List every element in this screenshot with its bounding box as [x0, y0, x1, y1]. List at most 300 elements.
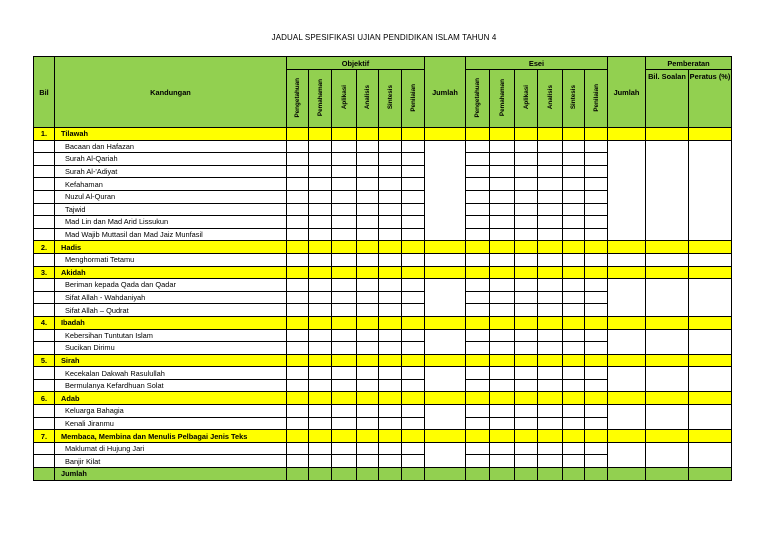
table-cell[interactable]: [309, 266, 332, 279]
total-cell[interactable]: [287, 468, 309, 481]
esei-cell[interactable]: [490, 165, 515, 178]
esei-cell[interactable]: [585, 342, 608, 355]
objektif-cell[interactable]: [332, 417, 357, 430]
table-cell[interactable]: [538, 354, 563, 367]
objektif-cell[interactable]: [332, 178, 357, 191]
objektif-cell[interactable]: [332, 342, 357, 355]
objektif-cell[interactable]: [357, 329, 379, 342]
table-cell[interactable]: [357, 266, 379, 279]
esei-cell[interactable]: [538, 291, 563, 304]
esei-cell[interactable]: [538, 455, 563, 468]
total-cell[interactable]: [332, 468, 357, 481]
esei-cell[interactable]: [466, 379, 490, 392]
esei-cell[interactable]: [538, 253, 563, 266]
table-cell[interactable]: [425, 241, 466, 254]
objektif-cell[interactable]: [357, 279, 379, 292]
table-cell[interactable]: [332, 392, 357, 405]
objektif-jumlah-cell[interactable]: [425, 405, 466, 430]
esei-cell[interactable]: [563, 253, 585, 266]
esei-cell[interactable]: [515, 329, 538, 342]
esei-cell[interactable]: [585, 203, 608, 216]
table-cell[interactable]: [466, 241, 490, 254]
peratus-cell[interactable]: [689, 329, 732, 354]
table-cell[interactable]: [538, 241, 563, 254]
table-cell[interactable]: [309, 128, 332, 141]
esei-cell[interactable]: [515, 165, 538, 178]
esei-cell[interactable]: [515, 342, 538, 355]
table-cell[interactable]: [357, 392, 379, 405]
esei-cell[interactable]: [585, 153, 608, 166]
objektif-cell[interactable]: [309, 342, 332, 355]
esei-cell[interactable]: [538, 367, 563, 380]
table-cell[interactable]: [287, 128, 309, 141]
esei-cell[interactable]: [490, 253, 515, 266]
esei-cell[interactable]: [466, 442, 490, 455]
esei-cell[interactable]: [538, 417, 563, 430]
esei-cell[interactable]: [585, 279, 608, 292]
objektif-cell[interactable]: [357, 455, 379, 468]
esei-cell[interactable]: [466, 153, 490, 166]
objektif-cell[interactable]: [309, 190, 332, 203]
table-cell[interactable]: [646, 354, 689, 367]
objektif-cell[interactable]: [309, 153, 332, 166]
objektif-cell[interactable]: [379, 228, 402, 241]
table-cell[interactable]: [585, 430, 608, 443]
objektif-cell[interactable]: [332, 379, 357, 392]
table-cell[interactable]: [515, 266, 538, 279]
bil-soalan-cell[interactable]: [646, 405, 689, 430]
table-cell[interactable]: [608, 354, 646, 367]
peratus-cell[interactable]: [689, 405, 732, 430]
objektif-cell[interactable]: [379, 165, 402, 178]
objektif-cell[interactable]: [287, 329, 309, 342]
esei-cell[interactable]: [585, 442, 608, 455]
total-cell[interactable]: [646, 468, 689, 481]
esei-cell[interactable]: [490, 203, 515, 216]
table-cell[interactable]: [309, 392, 332, 405]
objektif-cell[interactable]: [287, 367, 309, 380]
esei-cell[interactable]: [538, 405, 563, 418]
objektif-cell[interactable]: [379, 442, 402, 455]
table-cell[interactable]: [466, 316, 490, 329]
objektif-cell[interactable]: [357, 367, 379, 380]
esei-cell[interactable]: [563, 228, 585, 241]
objektif-cell[interactable]: [309, 442, 332, 455]
esei-cell[interactable]: [563, 405, 585, 418]
esei-cell[interactable]: [563, 203, 585, 216]
objektif-jumlah-cell[interactable]: [425, 140, 466, 241]
esei-cell[interactable]: [515, 140, 538, 153]
objektif-cell[interactable]: [309, 253, 332, 266]
objektif-cell[interactable]: [379, 203, 402, 216]
table-cell[interactable]: [515, 392, 538, 405]
objektif-cell[interactable]: [309, 379, 332, 392]
objektif-cell[interactable]: [402, 442, 425, 455]
table-cell[interactable]: [490, 128, 515, 141]
objektif-cell[interactable]: [402, 417, 425, 430]
table-cell[interactable]: [538, 266, 563, 279]
esei-cell[interactable]: [538, 178, 563, 191]
objektif-cell[interactable]: [309, 329, 332, 342]
table-cell[interactable]: [538, 316, 563, 329]
esei-cell[interactable]: [466, 291, 490, 304]
esei-cell[interactable]: [563, 442, 585, 455]
esei-cell[interactable]: [563, 291, 585, 304]
esei-cell[interactable]: [585, 405, 608, 418]
table-cell[interactable]: [466, 128, 490, 141]
table-cell[interactable]: [379, 430, 402, 443]
esei-cell[interactable]: [585, 140, 608, 153]
table-cell[interactable]: [490, 354, 515, 367]
esei-jumlah-cell[interactable]: [608, 367, 646, 392]
esei-cell[interactable]: [490, 442, 515, 455]
objektif-cell[interactable]: [379, 279, 402, 292]
objektif-cell[interactable]: [379, 379, 402, 392]
table-cell[interactable]: [402, 128, 425, 141]
objektif-cell[interactable]: [287, 304, 309, 317]
table-cell[interactable]: [563, 241, 585, 254]
esei-cell[interactable]: [538, 379, 563, 392]
table-cell[interactable]: [563, 354, 585, 367]
objektif-cell[interactable]: [357, 253, 379, 266]
table-cell[interactable]: [538, 430, 563, 443]
objektif-cell[interactable]: [332, 228, 357, 241]
esei-cell[interactable]: [515, 417, 538, 430]
table-cell[interactable]: [490, 241, 515, 254]
table-cell[interactable]: [608, 392, 646, 405]
table-cell[interactable]: [332, 266, 357, 279]
objektif-cell[interactable]: [379, 253, 402, 266]
table-cell[interactable]: [332, 241, 357, 254]
esei-cell[interactable]: [490, 279, 515, 292]
esei-cell[interactable]: [466, 279, 490, 292]
esei-cell[interactable]: [490, 153, 515, 166]
table-cell[interactable]: [402, 316, 425, 329]
table-cell[interactable]: [563, 266, 585, 279]
table-cell[interactable]: [402, 241, 425, 254]
objektif-cell[interactable]: [379, 153, 402, 166]
objektif-cell[interactable]: [332, 405, 357, 418]
table-cell[interactable]: [425, 128, 466, 141]
objektif-cell[interactable]: [357, 216, 379, 229]
table-cell[interactable]: [425, 266, 466, 279]
table-cell[interactable]: [287, 316, 309, 329]
table-cell[interactable]: [379, 354, 402, 367]
esei-cell[interactable]: [563, 279, 585, 292]
objektif-cell[interactable]: [357, 190, 379, 203]
esei-cell[interactable]: [538, 190, 563, 203]
objektif-cell[interactable]: [287, 291, 309, 304]
table-cell[interactable]: [490, 266, 515, 279]
table-cell[interactable]: [357, 128, 379, 141]
esei-cell[interactable]: [585, 304, 608, 317]
objektif-cell[interactable]: [379, 417, 402, 430]
esei-cell[interactable]: [563, 216, 585, 229]
objektif-cell[interactable]: [402, 405, 425, 418]
esei-cell[interactable]: [466, 216, 490, 229]
objektif-cell[interactable]: [357, 178, 379, 191]
objektif-cell[interactable]: [402, 253, 425, 266]
bil-soalan-cell[interactable]: [646, 442, 689, 467]
objektif-cell[interactable]: [402, 228, 425, 241]
objektif-cell[interactable]: [332, 216, 357, 229]
objektif-cell[interactable]: [287, 190, 309, 203]
esei-cell[interactable]: [466, 329, 490, 342]
table-cell[interactable]: [490, 316, 515, 329]
objektif-cell[interactable]: [332, 165, 357, 178]
bil-soalan-cell[interactable]: [646, 140, 689, 241]
objektif-cell[interactable]: [402, 342, 425, 355]
esei-cell[interactable]: [563, 342, 585, 355]
objektif-cell[interactable]: [357, 417, 379, 430]
esei-cell[interactable]: [515, 379, 538, 392]
total-cell[interactable]: [689, 468, 732, 481]
esei-jumlah-cell[interactable]: [608, 253, 646, 266]
objektif-cell[interactable]: [287, 203, 309, 216]
esei-cell[interactable]: [466, 165, 490, 178]
esei-cell[interactable]: [515, 304, 538, 317]
table-cell[interactable]: [425, 392, 466, 405]
esei-cell[interactable]: [585, 253, 608, 266]
table-cell[interactable]: [357, 241, 379, 254]
table-cell[interactable]: [466, 430, 490, 443]
esei-cell[interactable]: [490, 291, 515, 304]
objektif-cell[interactable]: [357, 291, 379, 304]
total-cell[interactable]: [585, 468, 608, 481]
esei-cell[interactable]: [466, 455, 490, 468]
esei-cell[interactable]: [490, 417, 515, 430]
esei-cell[interactable]: [515, 253, 538, 266]
table-cell[interactable]: [287, 392, 309, 405]
objektif-cell[interactable]: [357, 165, 379, 178]
objektif-cell[interactable]: [332, 190, 357, 203]
table-cell[interactable]: [689, 392, 732, 405]
esei-cell[interactable]: [538, 442, 563, 455]
objektif-cell[interactable]: [287, 405, 309, 418]
objektif-cell[interactable]: [287, 417, 309, 430]
esei-cell[interactable]: [490, 379, 515, 392]
esei-cell[interactable]: [585, 455, 608, 468]
esei-cell[interactable]: [585, 417, 608, 430]
table-cell[interactable]: [357, 430, 379, 443]
objektif-jumlah-cell[interactable]: [425, 442, 466, 467]
objektif-cell[interactable]: [287, 140, 309, 153]
esei-cell[interactable]: [490, 140, 515, 153]
table-cell[interactable]: [466, 266, 490, 279]
esei-cell[interactable]: [490, 329, 515, 342]
bil-soalan-cell[interactable]: [646, 329, 689, 354]
esei-cell[interactable]: [585, 165, 608, 178]
esei-cell[interactable]: [585, 190, 608, 203]
table-cell[interactable]: [332, 354, 357, 367]
table-cell[interactable]: [646, 241, 689, 254]
esei-cell[interactable]: [563, 417, 585, 430]
esei-cell[interactable]: [515, 367, 538, 380]
objektif-cell[interactable]: [379, 455, 402, 468]
esei-cell[interactable]: [515, 228, 538, 241]
esei-cell[interactable]: [466, 417, 490, 430]
esei-cell[interactable]: [538, 216, 563, 229]
objektif-cell[interactable]: [309, 279, 332, 292]
esei-cell[interactable]: [538, 329, 563, 342]
objektif-cell[interactable]: [332, 442, 357, 455]
esei-cell[interactable]: [563, 140, 585, 153]
esei-cell[interactable]: [585, 228, 608, 241]
table-cell[interactable]: [608, 266, 646, 279]
table-cell[interactable]: [379, 241, 402, 254]
table-cell[interactable]: [563, 392, 585, 405]
peratus-cell[interactable]: [689, 367, 732, 392]
table-cell[interactable]: [332, 430, 357, 443]
objektif-cell[interactable]: [332, 455, 357, 468]
table-cell[interactable]: [379, 316, 402, 329]
esei-cell[interactable]: [563, 153, 585, 166]
objektif-cell[interactable]: [379, 190, 402, 203]
total-cell[interactable]: [425, 468, 466, 481]
esei-cell[interactable]: [585, 216, 608, 229]
objektif-cell[interactable]: [357, 342, 379, 355]
total-cell[interactable]: [309, 468, 332, 481]
objektif-cell[interactable]: [287, 279, 309, 292]
objektif-cell[interactable]: [332, 140, 357, 153]
objektif-cell[interactable]: [309, 165, 332, 178]
objektif-cell[interactable]: [309, 140, 332, 153]
bil-soalan-cell[interactable]: [646, 253, 689, 266]
objektif-cell[interactable]: [332, 291, 357, 304]
objektif-cell[interactable]: [309, 178, 332, 191]
objektif-cell[interactable]: [309, 291, 332, 304]
esei-jumlah-cell[interactable]: [608, 405, 646, 430]
objektif-cell[interactable]: [379, 178, 402, 191]
objektif-cell[interactable]: [402, 279, 425, 292]
table-cell[interactable]: [309, 430, 332, 443]
esei-cell[interactable]: [515, 455, 538, 468]
esei-cell[interactable]: [585, 291, 608, 304]
esei-cell[interactable]: [466, 190, 490, 203]
peratus-cell[interactable]: [689, 442, 732, 467]
table-cell[interactable]: [585, 241, 608, 254]
objektif-cell[interactable]: [379, 216, 402, 229]
objektif-cell[interactable]: [287, 442, 309, 455]
table-cell[interactable]: [402, 430, 425, 443]
objektif-cell[interactable]: [357, 153, 379, 166]
esei-cell[interactable]: [563, 367, 585, 380]
table-cell[interactable]: [515, 241, 538, 254]
table-cell[interactable]: [585, 354, 608, 367]
esei-cell[interactable]: [490, 455, 515, 468]
table-cell[interactable]: [287, 354, 309, 367]
esei-jumlah-cell[interactable]: [608, 329, 646, 354]
table-cell[interactable]: [689, 430, 732, 443]
objektif-cell[interactable]: [402, 291, 425, 304]
objektif-jumlah-cell[interactable]: [425, 253, 466, 266]
esei-cell[interactable]: [563, 304, 585, 317]
esei-jumlah-cell[interactable]: [608, 442, 646, 467]
objektif-cell[interactable]: [402, 455, 425, 468]
objektif-cell[interactable]: [287, 253, 309, 266]
objektif-cell[interactable]: [332, 367, 357, 380]
esei-cell[interactable]: [466, 304, 490, 317]
esei-cell[interactable]: [563, 329, 585, 342]
objektif-cell[interactable]: [332, 203, 357, 216]
total-cell[interactable]: [563, 468, 585, 481]
objektif-cell[interactable]: [287, 178, 309, 191]
table-cell[interactable]: [357, 354, 379, 367]
table-cell[interactable]: [608, 316, 646, 329]
esei-cell[interactable]: [515, 203, 538, 216]
table-cell[interactable]: [287, 430, 309, 443]
esei-cell[interactable]: [466, 140, 490, 153]
objektif-cell[interactable]: [379, 291, 402, 304]
table-cell[interactable]: [287, 241, 309, 254]
esei-cell[interactable]: [563, 379, 585, 392]
total-cell[interactable]: [515, 468, 538, 481]
esei-jumlah-cell[interactable]: [608, 279, 646, 317]
esei-cell[interactable]: [490, 342, 515, 355]
table-cell[interactable]: [402, 392, 425, 405]
esei-cell[interactable]: [538, 279, 563, 292]
esei-cell[interactable]: [563, 455, 585, 468]
table-cell[interactable]: [646, 266, 689, 279]
table-cell[interactable]: [515, 316, 538, 329]
total-cell[interactable]: [357, 468, 379, 481]
table-cell[interactable]: [402, 266, 425, 279]
objektif-cell[interactable]: [379, 405, 402, 418]
esei-cell[interactable]: [538, 228, 563, 241]
table-cell[interactable]: [309, 354, 332, 367]
table-cell[interactable]: [466, 354, 490, 367]
table-cell[interactable]: [563, 316, 585, 329]
objektif-cell[interactable]: [332, 279, 357, 292]
objektif-cell[interactable]: [402, 178, 425, 191]
table-cell[interactable]: [425, 354, 466, 367]
table-cell[interactable]: [689, 316, 732, 329]
objektif-cell[interactable]: [309, 367, 332, 380]
esei-cell[interactable]: [585, 178, 608, 191]
table-cell[interactable]: [585, 266, 608, 279]
esei-cell[interactable]: [466, 253, 490, 266]
esei-cell[interactable]: [563, 165, 585, 178]
table-cell[interactable]: [515, 354, 538, 367]
objektif-cell[interactable]: [357, 140, 379, 153]
esei-cell[interactable]: [490, 190, 515, 203]
objektif-cell[interactable]: [287, 379, 309, 392]
table-cell[interactable]: [332, 128, 357, 141]
table-cell[interactable]: [608, 128, 646, 141]
objektif-jumlah-cell[interactable]: [425, 279, 466, 317]
total-cell[interactable]: [466, 468, 490, 481]
table-cell[interactable]: [646, 128, 689, 141]
esei-cell[interactable]: [490, 216, 515, 229]
table-cell[interactable]: [646, 392, 689, 405]
objektif-cell[interactable]: [379, 342, 402, 355]
table-cell[interactable]: [608, 241, 646, 254]
objektif-cell[interactable]: [309, 203, 332, 216]
esei-cell[interactable]: [490, 367, 515, 380]
objektif-cell[interactable]: [402, 140, 425, 153]
table-cell[interactable]: [309, 316, 332, 329]
objektif-cell[interactable]: [357, 228, 379, 241]
objektif-cell[interactable]: [287, 153, 309, 166]
esei-cell[interactable]: [585, 329, 608, 342]
esei-cell[interactable]: [563, 178, 585, 191]
table-cell[interactable]: [490, 392, 515, 405]
objektif-cell[interactable]: [309, 417, 332, 430]
esei-cell[interactable]: [466, 367, 490, 380]
table-cell[interactable]: [309, 241, 332, 254]
objektif-cell[interactable]: [287, 455, 309, 468]
table-cell[interactable]: [379, 128, 402, 141]
